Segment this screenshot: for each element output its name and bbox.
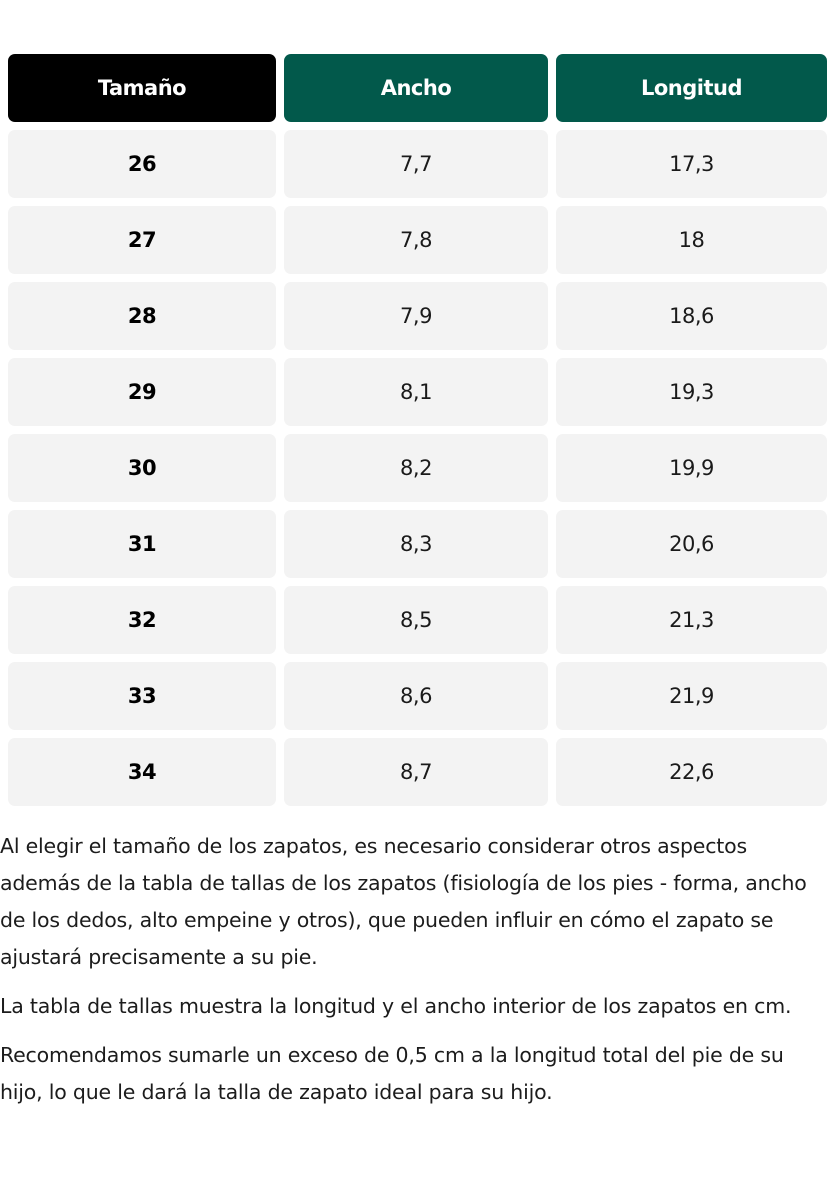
table-row	[8, 510, 827, 578]
table-row	[8, 282, 827, 350]
table-row	[8, 738, 827, 806]
cell-length: 21,3	[556, 586, 827, 654]
size-table	[8, 54, 827, 814]
cell-size: 27	[8, 206, 276, 274]
table-body	[8, 130, 827, 806]
table-row	[8, 586, 827, 654]
cell-size: 28	[8, 282, 276, 350]
cell-length: 17,3	[556, 130, 827, 198]
cell-length: 21,9	[556, 662, 827, 730]
cell-width: 8,7	[284, 738, 548, 806]
table-row	[8, 358, 827, 426]
cell-length: 22,6	[556, 738, 827, 806]
table-row	[8, 434, 827, 502]
table-row	[8, 662, 827, 730]
cell-length: 19,3	[556, 358, 827, 426]
table-row	[8, 130, 827, 198]
cell-size: 30	[8, 434, 276, 502]
header-width: Ancho	[284, 54, 548, 122]
cell-size: 31	[8, 510, 276, 578]
cell-width: 8,3	[284, 510, 548, 578]
table-header-row	[8, 54, 827, 122]
cell-size: 33	[8, 662, 276, 730]
size-guide-notes	[0, 828, 822, 1123]
header-size: Tamaño	[8, 54, 276, 122]
cell-width: 8,2	[284, 434, 548, 502]
note-paragraph-recommendation: Recomendamos sumarle un exceso de 0,5 cm a la longitud total del pie de su hijo, lo que le dará la talla de zapato ideal para su hijo.	[0, 1043, 784, 1104]
cell-length: 18	[556, 206, 827, 274]
cell-size: 29	[8, 358, 276, 426]
cell-size: 34	[8, 738, 276, 806]
cell-size: 26	[8, 130, 276, 198]
cell-width: 8,6	[284, 662, 548, 730]
cell-length: 20,6	[556, 510, 827, 578]
note-paragraph-fit: Al elegir el tamaño de los zapatos, es necesario considerar otros aspectos además de la tabla de tallas de los zapatos (fisiología de los pies - forma, ancho de los dedos, alto empeine y otros), que pueden influir en cómo el zapato se ajustará precisamente a su pie.	[0, 834, 807, 969]
cell-length: 18,6	[556, 282, 827, 350]
cell-width: 8,5	[284, 586, 548, 654]
header-length: Longitud	[556, 54, 827, 122]
cell-width: 7,8	[284, 206, 548, 274]
cell-width: 7,7	[284, 130, 548, 198]
cell-length: 19,9	[556, 434, 827, 502]
note-paragraph-units: La tabla de tallas muestra la longitud y el ancho interior de los zapatos en cm.	[0, 994, 792, 1018]
cell-width: 7,9	[284, 282, 548, 350]
cell-width: 8,1	[284, 358, 548, 426]
cell-size: 32	[8, 586, 276, 654]
table-row	[8, 206, 827, 274]
